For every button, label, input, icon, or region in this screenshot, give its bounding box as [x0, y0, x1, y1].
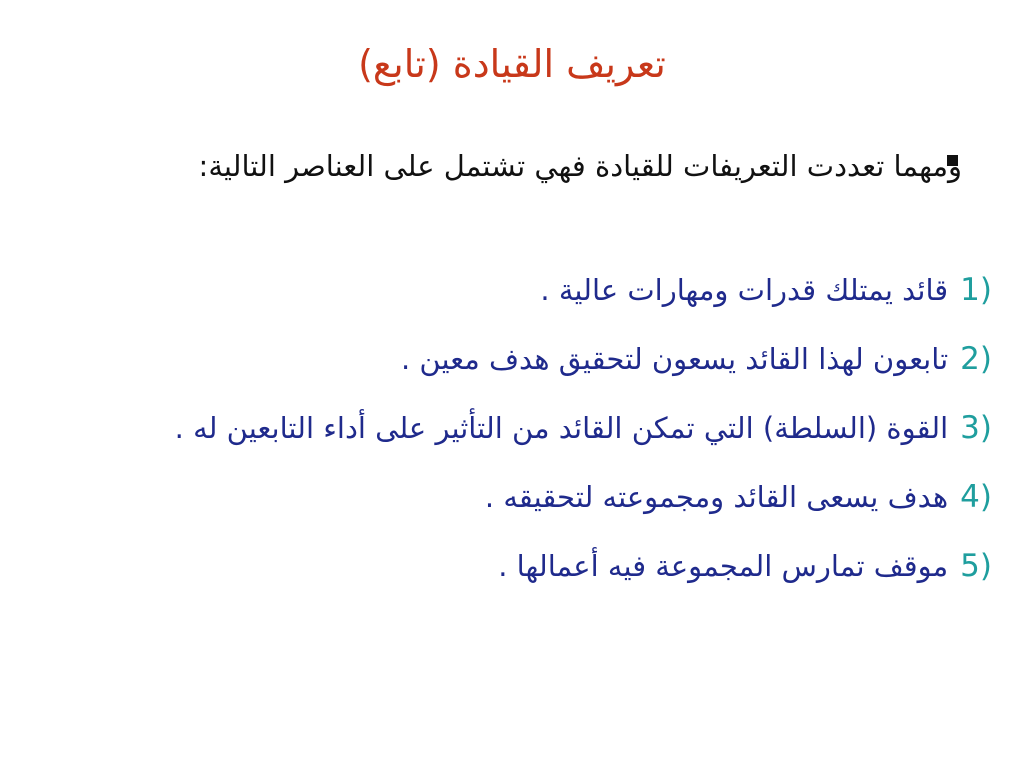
list-item	[28, 260, 992, 321]
list-item-number: 1)	[960, 272, 992, 308]
list-item-text: القوة (السلطة) التي تمكن القائد من التأثير على أداء التابعين له .	[174, 411, 949, 445]
list-item-number: 4)	[960, 479, 992, 515]
list-item-text: تابعون لهذا القائد يسعون لتحقيق هدف معين .	[400, 342, 949, 376]
list-item-text: هدف يسعى القائد ومجموعته لتحقيقه .	[484, 480, 949, 514]
slide-title: تعريف القيادة (تابع)	[358, 42, 666, 86]
list-item-text: موقف تمارس المجموعة فيه أعمالها .	[498, 549, 949, 583]
elements-list	[28, 260, 992, 605]
list-item	[28, 467, 992, 528]
list-item	[28, 536, 992, 597]
list-item-number: 3)	[960, 410, 992, 446]
intro-paragraph: ومهما تعددت التعريفات للقيادة فهي تشتمل على العناصر التالية:	[198, 149, 962, 183]
list-item	[28, 398, 992, 459]
list-item-number: 5)	[960, 548, 992, 584]
list-item-number: 2)	[960, 341, 992, 377]
list-item	[28, 329, 992, 390]
list-item-text: قائد يمتلك قدرات ومهارات عالية .	[540, 273, 949, 307]
